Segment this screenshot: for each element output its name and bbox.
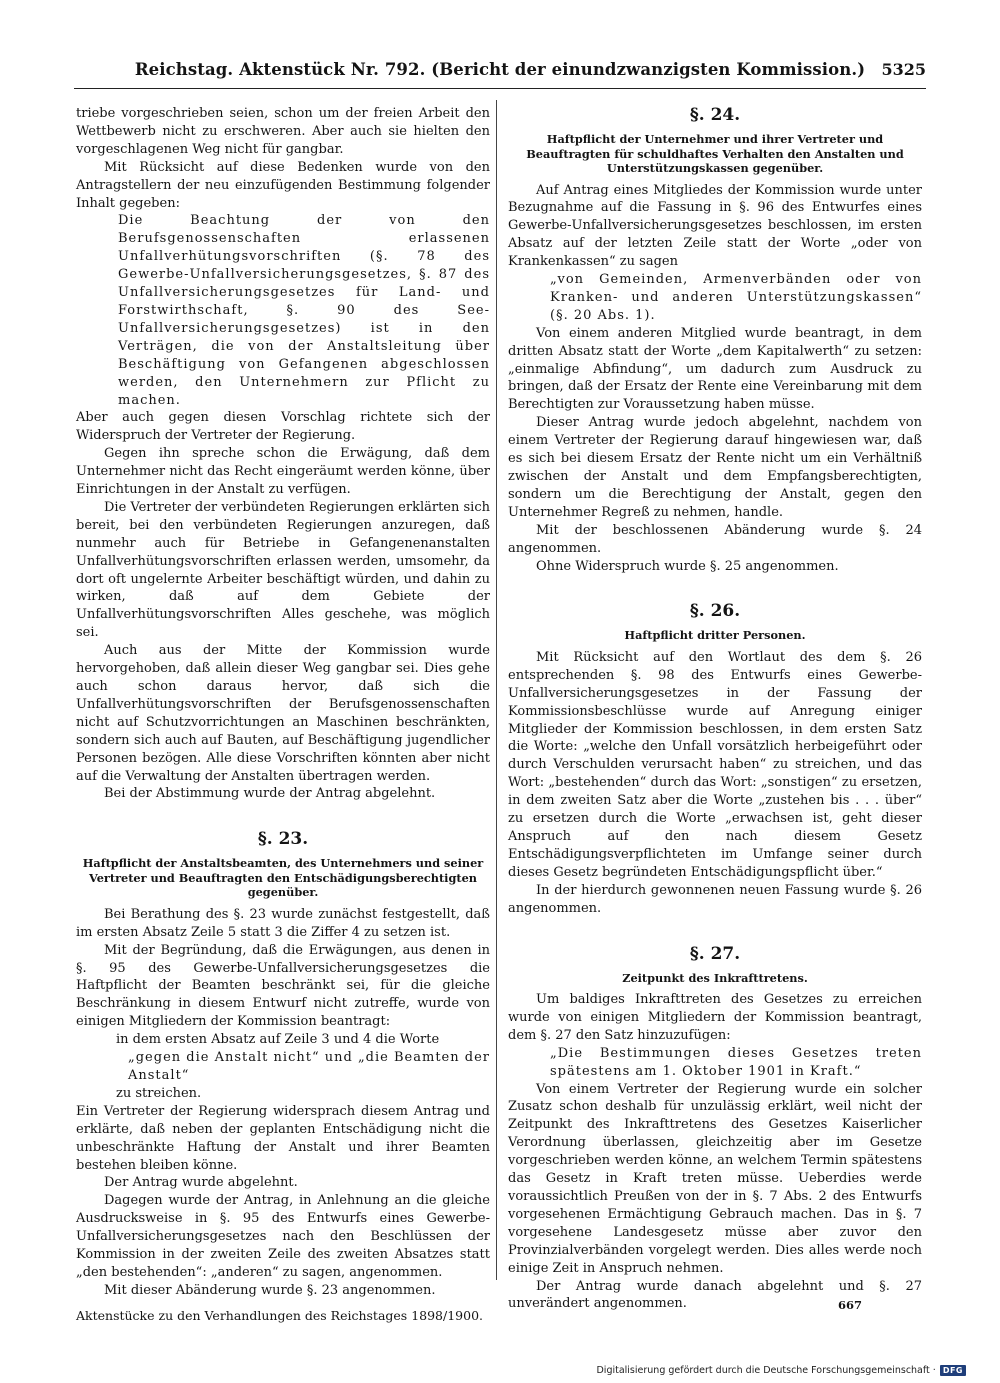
paragraph: Die Vertreter der verbündeten Regierungen erklärten sich bereit, bei den verbündeten Regierungen anzuregen, daß nunmehr auch für Betriebe in Gefangenenanstalten Unfallverhütungsvorschriften erlassen werden, umsomehr, da dort oft ungelernte Arbeiter beschäftigt würden, und dahin zu wirken, daß auf dem Gebiete der Unfallverhütungsvorschriften Alles geschehe, was möglich sei. <box>76 499 490 641</box>
paragraph: zu streichen. <box>116 1085 202 1101</box>
paragraph: Auch aus der Mitte der Kommission wurde hervorgehoben, daß allein dieser Weg gangbar sei. Dies gehe auch schon daraus hervor, daß sich die Unfallverhütungsvorschriften der Berufsgenossenschaften nicht auf Schutzvorrichtungen an Maschinen beschränkten, sondern sich auch auf Bauten, auf Beschäftigung jugendlicher Personen bezögen. Alle diese Vorschriften könnten aber nicht auf die Verwaltung der Anstalten übertragen werden. <box>76 643 490 784</box>
paragraph: Ohne Widerspruch wurde §. 25 angenommen. <box>536 558 839 574</box>
paragraph: Mit Rücksicht auf den Wortlaut des dem §. 26 entsprechenden §. 98 des Entwurfs eines Gewerbe-Unfallversicherungsgesetzes in der Fassung der Kommissionsbeschlüsse wurde auf Anregung einiger Mitglieder der Kommission beschlossen, in dem ersten Satz die Worte: „welche den Unfall vorsätzlich herbeigeführt oder durch Verschulden verursacht haben“ zu streichen, und das Wort: „bestehenden“ durch das Wort: „sonstigen“ zu ersetzen, in dem zweiten Satz aber die Worte „zustehen bis . . . über“ zu ersetzen durch die Worte „erwachsen ist, geht dieser Anspruch auf den nach diesem Gesetz Entschädigungsverpflichteten im Umfange seiner durch dieses Gesetz begründeten Entschädigungspflicht über.“ <box>508 649 922 880</box>
paragraph: Von einem anderen Mitglied wurde beantragt, in dem dritten Absatz statt der Worte „dem Kapitalwerth“ zu setzen: „einmalige Abfindung“, um dadurch zum Ausdruck zu bringen, daß der Ersatz der Rente eine Vereinbarung mit dem Berechtigten zur Voraussetzung haben müsse. <box>508 325 922 413</box>
section-title-26: §. 26. <box>689 601 741 622</box>
page-header <box>74 58 926 89</box>
quoted-words: „von Gemeinden, Armenverbänden oder von Kranken- und anderen Unterstützungskassen“ (§. 20 Abs. 1). <box>550 272 922 323</box>
digitization-credit <box>596 1365 966 1376</box>
paragraph: Der Antrag wurde abgelehnt. <box>104 1175 298 1191</box>
paragraph: triebe vorgeschrieben seien, schon um der freien Arbeit den Wettbewerb nicht zu erschweren. Aber auch sie hielten den vorgeschlagenen Weg nicht für gangbar. <box>76 106 490 157</box>
paragraph: Auf Antrag eines Mitgliedes der Kommission wurde unter Bezugnahme auf die Fassung in §. 96 des Entwurfes eines Gewerbe-Unfallversicherungsgesetzes beschlossen, im ersten Absatz auf der letzten Zeile statt der Worte „oder von Krankenkassen“ zu sagen <box>508 182 922 270</box>
section-title-23: §. 23. <box>257 829 309 850</box>
paragraph: Der Antrag wurde danach abgelehnt und §. 27 unverändert angenommen. <box>508 1278 922 1312</box>
paragraph: Mit der beschlossenen Abänderung wurde §. 24 angenommen. <box>508 522 922 556</box>
section-subtitle-24: Haftpflicht der Unternehmer und ihrer Vertreter und Beauftragten für schuldhaftes Verhalten den Anstalten und Unterstützungskassen gegenüber. <box>526 132 904 175</box>
running-title: Reichstag. Aktenstück Nr. 792. (Bericht der einundzwanzigsten Kommission.) <box>134 60 866 79</box>
paragraph: Um baldiges Inkrafttreten des Gesetzes zu erreichen wurde von einigen Mitgliedern der Kommission beantragt, dem §. 27 den Satz hinzuzufügen: <box>508 992 922 1043</box>
section-subtitle-23: Haftpflicht der Anstaltsbeamten, des Unternehmers und seiner Vertreter und Beauftragten den Entschädigungsberechtigten gegenüber. <box>82 856 484 900</box>
quoted-words: „gegen die Anstalt nicht“ und „die Beamten der Anstalt“ <box>128 1050 490 1083</box>
paragraph: Aber auch gegen diesen Vorschlag richtete sich der Widerspruch der Vertreter der Regierung. <box>76 410 490 444</box>
paragraph: Gegen ihn spreche schon die Erwägung, daß dem Unternehmer nicht das Recht eingeräumt werden könne, über Einrichtungen in der Anstalt zu verfügen. <box>76 446 490 498</box>
paragraph: Mit Rücksicht auf diese Bedenken wurde von den Antragstellern der neu einzufügenden Bestimmung folgender Inhalt gegeben: <box>76 159 490 211</box>
column-divider <box>496 100 497 1280</box>
paragraph: Bei der Abstimmung wurde der Antrag abgelehnt. <box>104 786 436 802</box>
quoted-provision: Die Beachtung der von den Berufsgenossenschaften erlassenen Unfallverhütungsvorschriften (§. 78 des Gewerbe-Unfallversicherungsgesetzes, §. 87 des Unfallversicherungsgesetzes für Land- und Forstwirthschaft, §. 90 des See-Unfallversicherungsgesetzes) ist in den Verträgen, die von der Anstaltsleitung über Beschäftigung von Gefangenen abgeschlossen werden, den Unternehmern zur Pflicht zu machen. <box>118 213 490 408</box>
paragraph: Dagegen wurde der Antrag, in Anlehnung an die gleiche Ausdrucksweise in §. 95 des Entwurfs eines Gewerbe-Unfallversicherungsgesetzes nach den Beschlüssen der Kommission in der zweiten Zeile des zweiten Absatzes statt „den bestehenden“: „anderen“ zu sagen, angenommen. <box>76 1193 490 1280</box>
paragraph: In der hierdurch gewonnenen neuen Fassung wurde §. 26 angenommen. <box>508 882 922 916</box>
paragraph: Mit der Begründung, daß die Erwägungen, aus denen in §. 95 des Gewerbe-Unfallversicherungsgesetzes die Haftpflicht der Beamten beschränkt sei, für die gleiche Beschränkung in diesem Entwurf nicht zutreffe, wurde von einigen Mitgliedern der Kommission beantragt: <box>76 942 490 1030</box>
sheet-number: 667 <box>838 1298 863 1312</box>
paragraph: Von einem Vertreter der Regierung wurde ein solcher Zusatz schon deshalb für unzulässig erklärt, weil nicht der Zeitpunkt des Inkrafttretens des Gesetzes Kaiserlicher Verordnung überlassen, gleichzeitig aber im Gesetze vorgeschrieben werden könne, an welchem Termin spätestens das Gesetz in Kraft treten müsse. Ueberdies werde voraussichtlich Preußen von der in §. 7 Abs. 2 des Entwurfs vorgesehenen Ermächtigung Gebrauch machen. Das in §. 7 vorgesehene Landesgesetz müsse aber zuvor den Provinzialverbänden vorgelegt werden. Dies alles werde noch einige Zeit in Anspruch nehmen. <box>508 1081 922 1276</box>
paragraph: Dieser Antrag wurde jedoch abgelehnt, nachdem von einem Vertreter der Regierung darauf hingewiesen war, daß es sich bei diesem Ersatz der Rente nicht um ein Verhältniß zwischen der Anstalt und dem Empfangsberechtigten, sondern um die Berechtigung der Anstalt, gegen den Unternehmer Regreß zu nehmen, handle. <box>508 415 922 520</box>
paragraph: Bei Berathung des §. 23 wurde zunächst festgestellt, daß im ersten Absatz Zeile 5 statt 3 die Ziffer 4 zu setzen ist. <box>76 906 490 940</box>
quoted-provision: „Die Bestimmungen dieses Gesetzes treten spätestens am 1. Oktober 1901 in Kraft.“ <box>550 1045 922 1079</box>
section-subtitle-27: Zeitpunkt des Inkrafttretens. <box>622 970 808 985</box>
paragraph: Ein Vertreter der Regierung widersprach diesem Antrag und erklärte, daß neben der geplanten Entschädigung nicht die unbeschränkte Haftung der Anstalt und ihrer Beamten bestehen bleiben könne. <box>76 1103 490 1173</box>
section-title-27: §. 27. <box>689 943 741 964</box>
dfg-logo: DFG <box>940 1365 966 1376</box>
page-number: 5325 <box>881 60 926 79</box>
credit-text: Digitalisierung gefördert durch die Deutsche Forschungsgemeinschaft · <box>596 1365 936 1376</box>
left-column <box>76 105 490 1324</box>
paragraph: in dem ersten Absatz auf Zeile 3 und 4 die Worte <box>116 1032 440 1048</box>
paragraph: Mit dieser Abänderung wurde §. 23 angenommen. <box>104 1282 436 1298</box>
section-title-24: §. 24. <box>689 105 741 125</box>
right-column <box>508 105 922 1313</box>
section-subtitle-26: Haftpflicht dritter Personen. <box>624 628 806 643</box>
publication-footnote: Aktenstücke zu den Verhandlungen des Reichstages 1898/1900. <box>76 1307 484 1323</box>
